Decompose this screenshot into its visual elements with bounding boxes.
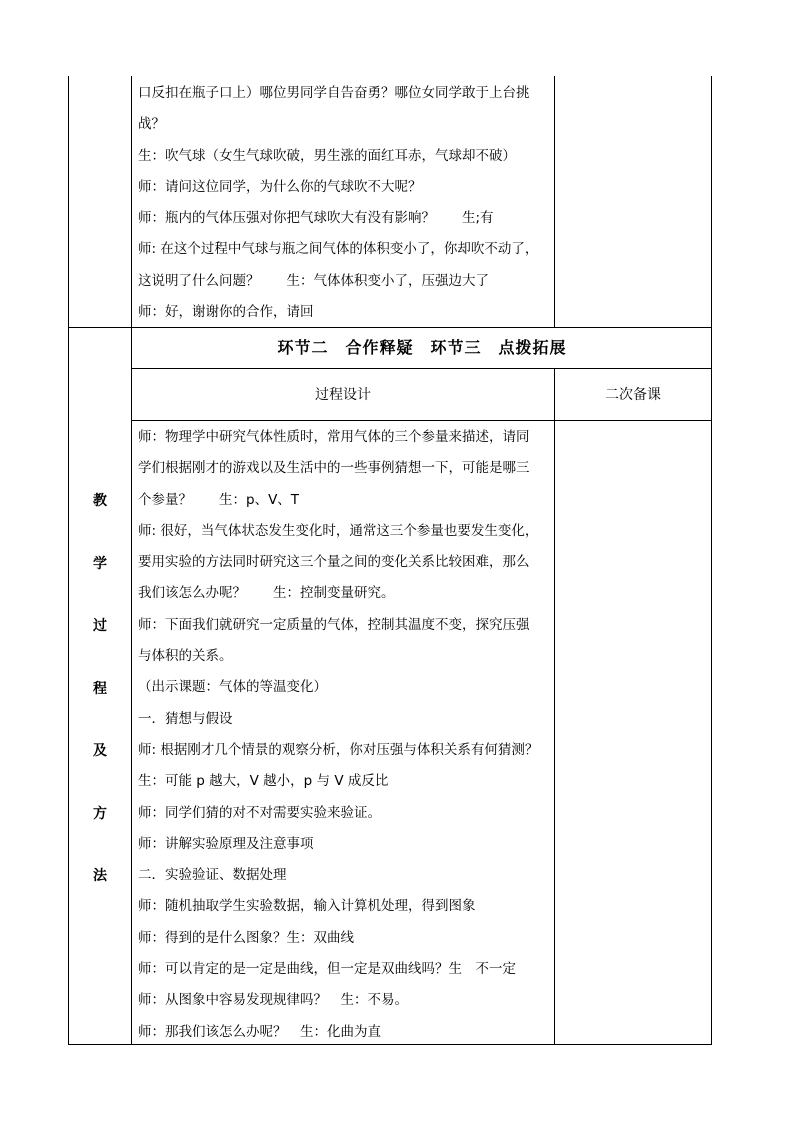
- dialogue-line: 师: 根据刚才几个情景的观察分析，你对压强与体积关系有何猜测？: [138, 741, 539, 758]
- dialogue-line: 二．实验验证、数据处理: [138, 867, 287, 884]
- dialogue-line: 战？: [138, 116, 165, 133]
- dialogue-line: 师：好，谢谢你的合作，请回: [138, 304, 314, 321]
- dialogue-line: 师：下面我们就研究一定质量的气体，控制其温度不变，探究压强: [138, 616, 530, 633]
- section-title: 环节二 合作释疑 环节三 点拨拓展: [277, 338, 567, 357]
- side-label-char: 教: [93, 493, 107, 509]
- table-border-right: [711, 76, 712, 1045]
- table-rule-title: [131, 368, 712, 369]
- dialogue-line: 师：得到的是什么图象？生：双曲线: [138, 929, 354, 946]
- dialogue-line: 师: 很好，当气体状态发生变化时，通常这三个参量也要发生变化，: [138, 522, 539, 539]
- dialogue-line: 师：瓶内的气体压强对你把气球吹大有没有影响？ 生;有: [138, 210, 494, 227]
- dialogue-line: （出示课题：气体的等温变化）: [138, 679, 327, 696]
- dialogue-line: 个参量？ 生：p、V、T: [138, 491, 300, 508]
- dialogue-line: 与体积的关系。: [138, 648, 233, 665]
- side-label-char: 及: [93, 743, 107, 759]
- dialogue-line: 我们该怎么办呢？ 生：控制变量研究。: [138, 585, 395, 602]
- side-label-char: 程: [93, 681, 107, 697]
- top-dialogue-cell: [138, 78, 550, 328]
- dialogue-line: 这说明了什么问题？ 生：气体体积变小了，压强边大了: [138, 272, 489, 289]
- side-label-char: 过: [93, 618, 107, 634]
- table-divider-label-column: [131, 76, 132, 1045]
- dialogue-line: 师：从图象中容易发现规律吗？ 生：不易。: [138, 992, 408, 1009]
- process-design-cell: [138, 422, 550, 1048]
- dialogue-line: 师：讲解实验原理及注意事项: [138, 835, 314, 852]
- dialogue-line: 师：同学们猜的对不对需要实验来验证。: [138, 804, 381, 821]
- table-divider-remarks-column-top: [554, 76, 555, 328]
- dialogue-line: 师: 在这个过程中气球与瓶之间气体的体积变小了，你却吹不动了，: [138, 241, 539, 258]
- second-preparation-header: 二次备课: [605, 387, 661, 403]
- dialogue-line: 师：请问这位同学，为什么你的气球吹不大呢？: [138, 178, 422, 195]
- dialogue-line: 要用实验的方法同时研究这三个量之间的变化关系比较困难，那么: [138, 554, 530, 571]
- dialogue-line: 学们根据刚才的游戏以及生活中的一些事例猜想一下，可能是哪三: [138, 460, 530, 477]
- side-label-char: 方: [93, 806, 107, 822]
- dialogue-line: 生：吹气球（女生气球吹破，男生涨的面红耳赤，气球却不破）: [138, 147, 516, 164]
- side-label-char: 法: [93, 868, 107, 884]
- dialogue-line: 师：随机抽取学生实验数据，输入计算机处理，得到图象: [138, 898, 476, 915]
- table-divider-remarks-column-bottom: [554, 368, 555, 1045]
- dialogue-line: 一．猜想与假设: [138, 710, 233, 727]
- dialogue-line: 师：那我们该怎么办呢？ 生：化曲为直: [138, 1023, 381, 1040]
- dialogue-line: 生：可能 p 越大，V 越小，p 与 V 成反比: [138, 773, 389, 790]
- side-label-char: 学: [93, 556, 107, 572]
- table-rule-header: [131, 420, 712, 421]
- process-design-header: 过程设计: [315, 387, 371, 403]
- dialogue-line: 师：物理学中研究气体性质时，常用气体的三个参量来描述，请同: [138, 429, 530, 445]
- dialogue-line: 师：可以肯定的是一定是曲线，但一定是双曲线吗？生 不一定: [138, 961, 516, 978]
- dialogue-line: 口反扣在瓶子口上）哪位男同学自告奋勇？哪位女同学敢于上台挑: [138, 85, 530, 101]
